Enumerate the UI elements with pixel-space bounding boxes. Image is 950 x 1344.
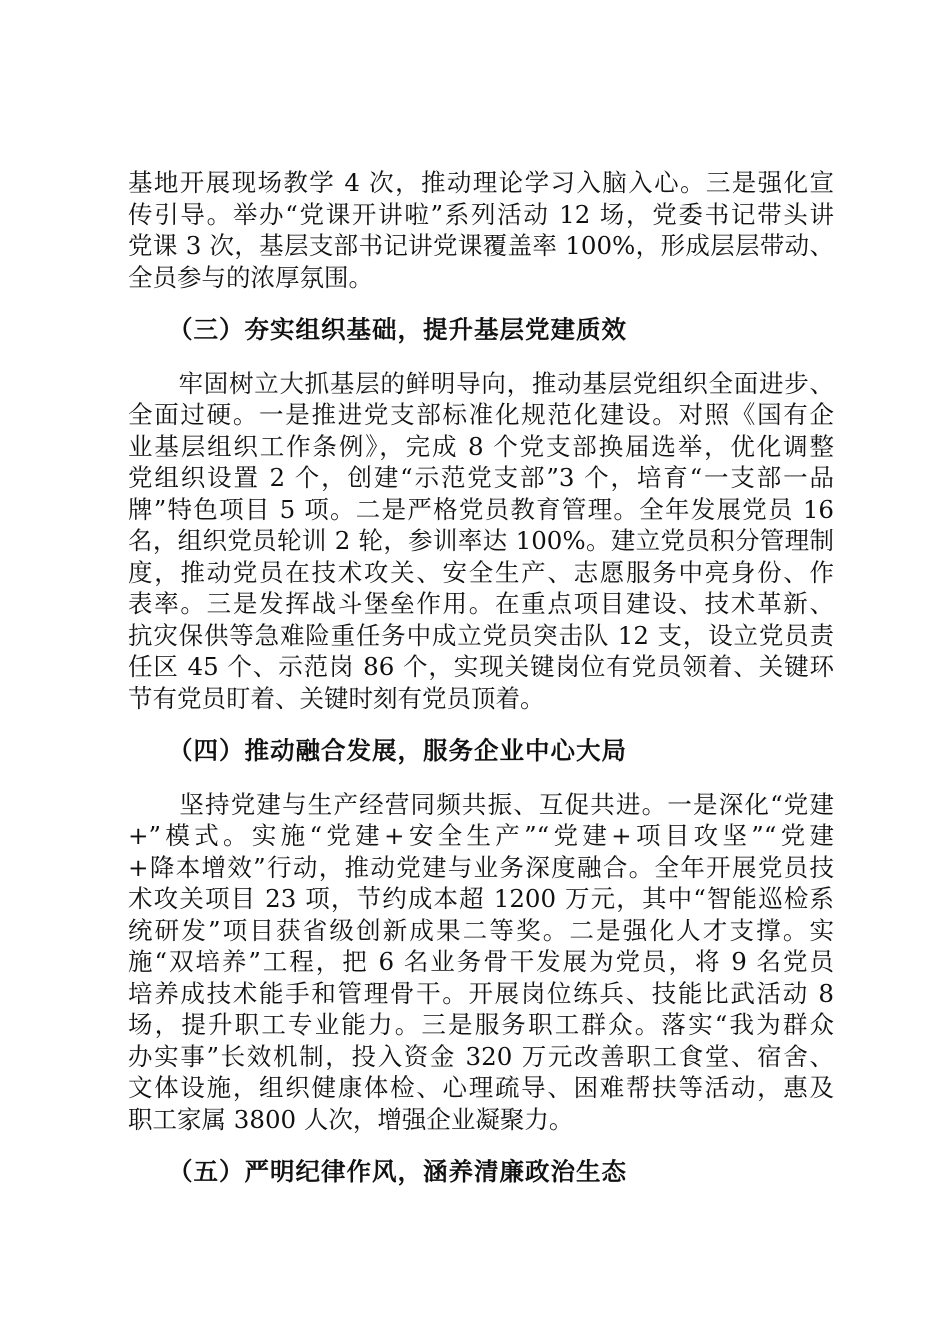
text-line: 名，组织党员轮训 2 轮，参训率达 100%。建立党员积分管理制 xyxy=(128,526,834,555)
text-line: 全面过硬。一是推进党支部标准化规范化建设。对照《国有企 xyxy=(128,400,834,429)
document-body xyxy=(128,167,834,1210)
text-line: 办实事”长效机制，投入资金 320 万元改善职工食堂、宿舍、 xyxy=(128,1041,834,1071)
text-line: +”模式。实施“党建+安全生产”“党建+项目攻坚”“党建 xyxy=(128,821,834,850)
text-line: 牌”特色项目 5 项。二是严格党员教育管理。全年发展党员 16 xyxy=(128,494,834,524)
paragraph-integration xyxy=(128,789,834,1136)
text-line: 职工家属 3800 人次，增强企业凝聚力。 xyxy=(128,1104,574,1134)
section-heading-5: （五）严明纪律作风，涵养清廉政治生态 xyxy=(168,1157,627,1186)
text-line: 场，提升职工专业能力。三是服务职工群众。落实“我为群众 xyxy=(128,1010,834,1039)
text-line: 传引导。举办“党课开讲啦”系列活动 12 场，党委书记带头讲 xyxy=(128,199,834,229)
text-line: 全员参与的浓厚氛围。 xyxy=(128,262,373,292)
text-line: 坚持党建与生产经营同频共振、互促共进。一是深化“党建 xyxy=(128,789,834,819)
text-line: 节有党员盯着、关键时刻有党员顶着。 xyxy=(128,683,545,713)
text-line: 度，推动党员在技术攻关、安全生产、志愿服务中亮身份、作 xyxy=(128,557,834,587)
section-heading-3: （三）夯实组织基础，提升基层党建质效 xyxy=(168,315,627,344)
text-line: 党课 3 次，基层支部书记讲党课覆盖率 100%，形成层层带动、 xyxy=(128,231,834,260)
text-line: 文体设施，组织健康体检、心理疏导、困难帮扶等活动，惠及 xyxy=(128,1073,834,1102)
section-heading-4: （四）推动融合发展，服务企业中心大局 xyxy=(168,736,627,765)
text-line: 表率。三是发挥战斗堡垒作用。在重点项目建设、技术革新、 xyxy=(128,589,834,618)
text-line: +降本增效”行动，推动党建与业务深度融合。全年开展党员技 xyxy=(128,852,834,882)
text-line: 业基层组织工作条例》，完成 8 个党支部换届选举，优化调整 xyxy=(128,431,834,461)
paragraph-study-section xyxy=(128,167,834,293)
text-line: 培养成技术能手和管理骨干。开展岗位练兵、技能比武活动 8 xyxy=(128,978,834,1008)
text-line: 施“双培养”工程，把 6 名业务骨干发展为党员，将 9 名党员 xyxy=(128,947,834,976)
text-line: 任区 45 个、示范岗 86 个，实现关键岗位有党员领着、关键环 xyxy=(128,652,834,681)
text-line: 基地开展现场教学 4 次，推动理论学习入脑入心。三是强化宣 xyxy=(128,168,834,197)
text-line: 抗灾保供等急难险重任务中成立党员突击队 12 支，设立党员责 xyxy=(128,620,834,650)
text-line: 牢固树立大抓基层的鲜明导向，推动基层党组织全面进步、 xyxy=(128,368,834,398)
text-line: 术攻关项目 23 项，节约成本超 1200 万元，其中“智能巡检系 xyxy=(128,884,834,913)
text-line: 统研发”项目获省级创新成果二等奖。二是强化人才支撑。实 xyxy=(128,915,834,945)
paragraph-organization xyxy=(128,368,834,715)
text-line: 党组织设置 2 个，创建“示范党支部”3 个，培育“一支部一品 xyxy=(128,463,834,492)
